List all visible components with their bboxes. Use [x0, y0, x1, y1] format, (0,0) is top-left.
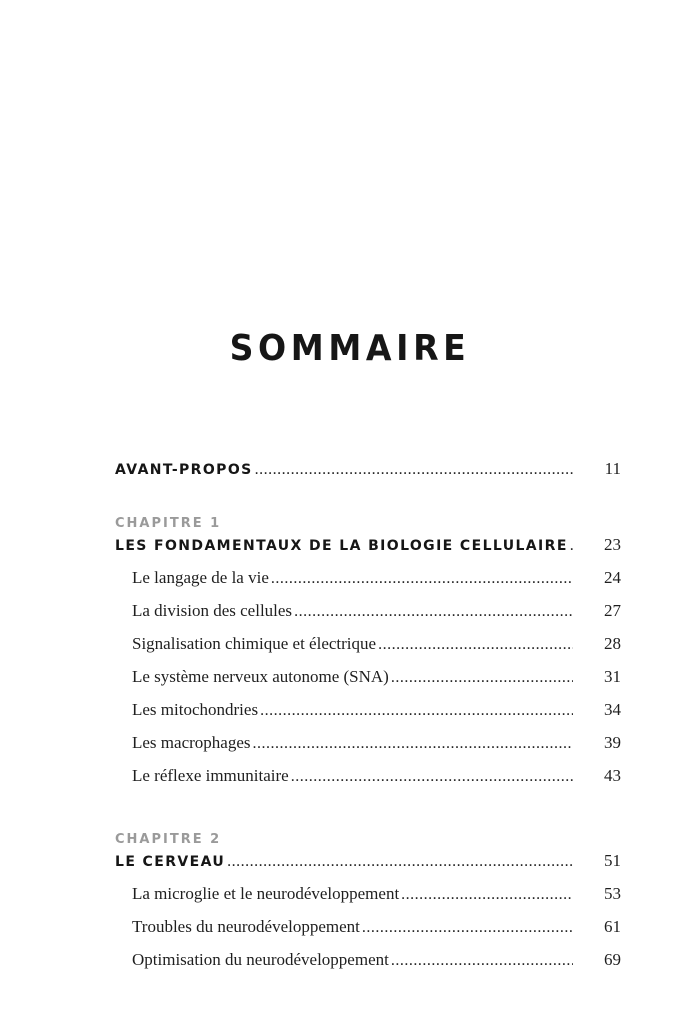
- chapter-label: CHAPITRE 2: [115, 832, 222, 847]
- toc-entry-label: Le système nerveux autonome (SNA): [132, 667, 389, 686]
- toc-entry-label: AVANT-PROPOS: [115, 462, 253, 478]
- toc-page-number: 23: [604, 535, 621, 554]
- dot-leader: [291, 768, 573, 786]
- toc-entry-label: Optimisation du neurodéveloppement: [132, 950, 389, 969]
- toc-page-number: 11: [604, 459, 621, 478]
- toc-entry[interactable]: [115, 946, 621, 979]
- toc-entry-label: LES FONDAMENTAUX DE LA BIOLOGIE CELLULAIRE: [115, 538, 568, 554]
- toc-page-number: 31: [604, 667, 621, 686]
- dot-leader: [294, 603, 573, 621]
- toc-entry-label: La microglie et le neurodéveloppement: [132, 884, 400, 903]
- toc-entry-label: Le réflexe immunitaire: [132, 766, 289, 785]
- toc-entry[interactable]: [115, 729, 621, 762]
- toc-page-number: 53: [604, 884, 621, 903]
- toc-entry[interactable]: [115, 913, 621, 946]
- toc-page-number: 43: [604, 766, 621, 785]
- toc-entry-avant-propos[interactable]: [115, 455, 621, 488]
- toc-entry[interactable]: [115, 564, 621, 597]
- toc-entry-label: LE CERVEAU: [115, 854, 226, 870]
- chapter-label: CHAPITRE 1: [115, 516, 222, 531]
- dot-leader: [570, 537, 573, 555]
- toc-chapter-heading[interactable]: [115, 531, 621, 564]
- toc-entry-label: Signalisation chimique et électrique: [132, 634, 377, 653]
- dot-leader: [391, 669, 573, 687]
- toc-entry-label: Le langage de la vie: [132, 568, 269, 587]
- toc-page-number: 24: [604, 568, 621, 587]
- dot-leader: [391, 952, 573, 970]
- dot-leader: [260, 702, 573, 720]
- toc-entry-label: Les macrophages: [132, 733, 251, 752]
- toc-entry-label: Troubles du neurodéveloppement: [132, 917, 360, 936]
- toc-chapter-heading[interactable]: [115, 847, 621, 880]
- toc-page-number: 51: [604, 851, 621, 870]
- dot-leader: [362, 919, 573, 937]
- toc-entry-label: La division des cellules: [132, 601, 293, 620]
- toc-page-number: 39: [604, 733, 621, 752]
- dot-leader: [401, 886, 573, 904]
- dot-leader: [378, 636, 573, 654]
- dot-leader: [252, 735, 573, 753]
- dot-leader: [227, 853, 573, 871]
- toc-entry[interactable]: [115, 663, 621, 696]
- toc-entry[interactable]: [115, 762, 621, 795]
- toc-entry[interactable]: [115, 630, 621, 663]
- toc-entry[interactable]: [115, 880, 621, 913]
- toc-page-number: 69: [604, 950, 621, 969]
- table-of-contents: [115, 455, 621, 979]
- toc-page-number: 28: [604, 634, 621, 653]
- toc-page-number: 34: [604, 700, 621, 719]
- dot-leader: [271, 570, 573, 588]
- toc-page-number: 27: [604, 601, 621, 620]
- toc-entry[interactable]: [115, 696, 621, 729]
- dot-leader: [255, 461, 573, 479]
- toc-entry[interactable]: [115, 597, 621, 630]
- toc-entry-label: Les mitochondries: [132, 700, 259, 719]
- page-title: SOMMAIRE: [229, 328, 471, 369]
- toc-page-number: 61: [604, 917, 621, 936]
